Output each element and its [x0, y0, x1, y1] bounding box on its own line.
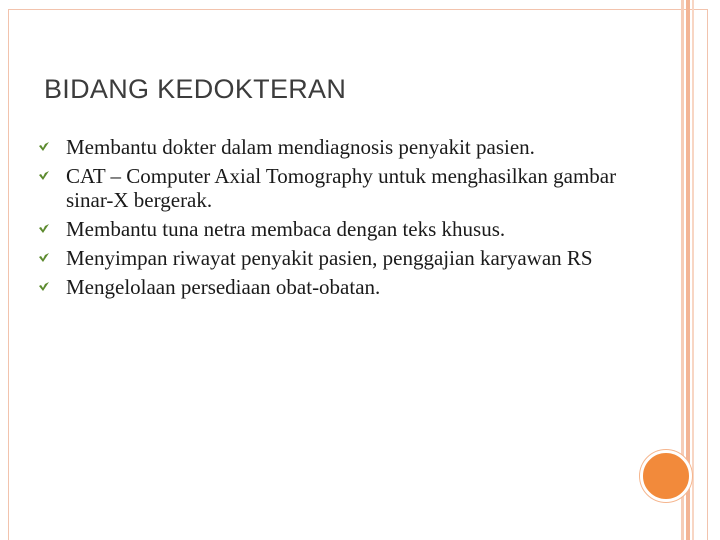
checkmark-diamond-icon: [38, 169, 50, 183]
checkmark-diamond-icon: [38, 251, 50, 265]
checkmark-diamond-icon: [38, 140, 50, 154]
bullet-text: Membantu dokter dalam mendiagnosis penyakit pasien.: [66, 135, 535, 159]
accent-stripe: [686, 0, 690, 540]
accent-stripe: [692, 0, 694, 540]
list-item: [38, 246, 638, 270]
accent-circle: [640, 450, 692, 502]
slide-title: BIDANG KEDOKTERAN: [44, 74, 347, 104]
bullet-text: CAT – Computer Axial Tomography untuk menghasilkan gambar sinar-X bergerak.: [66, 164, 617, 212]
bullet-text: Mengelolaan persediaan obat-obatan.: [66, 275, 381, 299]
bullet-text: Membantu tuna netra membaca dengan teks khusus.: [66, 217, 506, 241]
checkmark-diamond-icon: [38, 222, 50, 236]
bullet-text: Menyimpan riwayat penyakit pasien, penggajian karyawan RS: [66, 246, 593, 270]
checkmark-diamond-icon: [38, 280, 50, 294]
list-item: [38, 164, 638, 212]
list-item: [38, 217, 638, 241]
bullet-list: [38, 135, 638, 304]
list-item: [38, 275, 638, 299]
list-item: [38, 135, 638, 159]
